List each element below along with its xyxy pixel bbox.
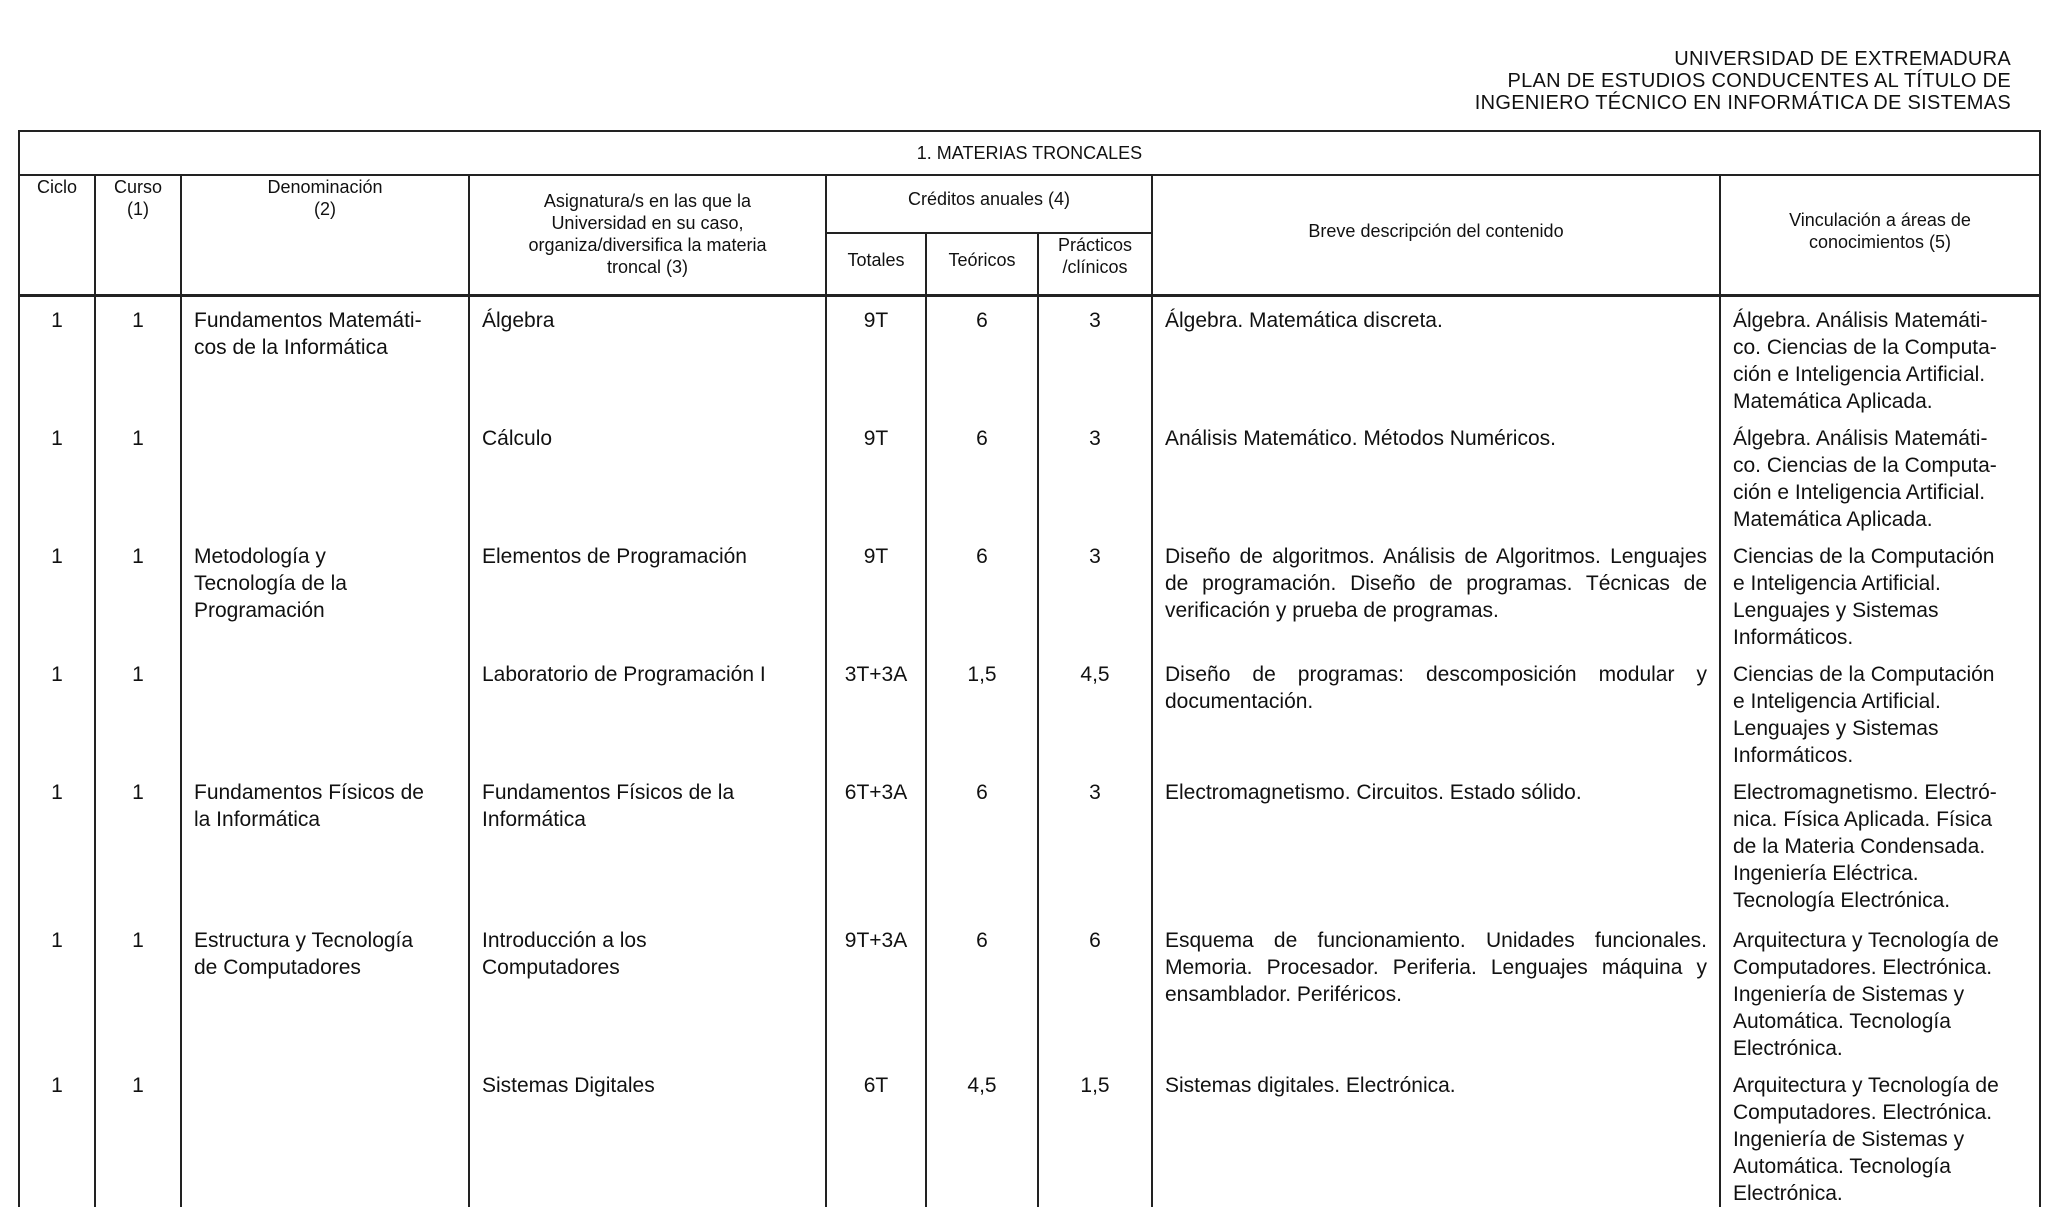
table-cell-vinculacion: Ciencias de la Computación e Inteligencia Artificial. Lenguajes y Sistemas Informáticos. bbox=[1720, 651, 2040, 769]
table-cell-descripcion: Álgebra. Matemática discreta. bbox=[1152, 296, 1720, 416]
table-cell-practicos: 3 bbox=[1038, 415, 1152, 533]
table-cell-practicos: 3 bbox=[1038, 296, 1152, 416]
table-cell-curso: 1 bbox=[95, 917, 181, 1062]
col-ciclo: Ciclo bbox=[19, 175, 95, 286]
table-cell-teoricos: 6 bbox=[926, 296, 1038, 416]
header-degree: INGENIERO TÉCNICO EN INFORMÁTICA DE SISTEMAS bbox=[1474, 92, 2011, 114]
table-cell-practicos: 3 bbox=[1038, 769, 1152, 917]
table-cell-totales: 6T+3A bbox=[826, 769, 926, 917]
table-cell-teoricos: 4,5 bbox=[926, 1062, 1038, 1207]
table-cell-teoricos: 6 bbox=[926, 917, 1038, 1062]
table-cell-descripcion: Diseño de programas: descomposición modular y documentación. bbox=[1152, 651, 1720, 769]
table-row bbox=[19, 769, 2040, 917]
col-descripcion: Breve descripción del contenido bbox=[1152, 175, 1720, 286]
table-cell-denominacion: Fundamentos Físicos de la Informática bbox=[181, 769, 469, 917]
col-creditos: Créditos anuales (4) bbox=[826, 175, 1152, 233]
table-cell-curso: 1 bbox=[95, 1062, 181, 1207]
table-cell-teoricos: 6 bbox=[926, 769, 1038, 917]
table-row bbox=[19, 533, 2040, 651]
table-cell-totales: 9T+3A bbox=[826, 917, 926, 1062]
table-cell-teoricos: 6 bbox=[926, 533, 1038, 651]
table-cell-asignatura: Sistemas Digitales bbox=[469, 1062, 826, 1207]
table-cell-totales: 9T bbox=[826, 533, 926, 651]
table-cell-asignatura: Elementos de Programación bbox=[469, 533, 826, 651]
table-cell-ciclo: 1 bbox=[19, 415, 95, 533]
table-cell-practicos: 1,5 bbox=[1038, 1062, 1152, 1207]
table-row bbox=[19, 1062, 2040, 1207]
table-cell-denominacion bbox=[181, 415, 469, 533]
table-cell-totales: 9T bbox=[826, 415, 926, 533]
table-cell-curso: 1 bbox=[95, 769, 181, 917]
col-asignatura: Asignatura/s en las que la Universidad en su caso, organiza/diversifica la materia troncal (3) bbox=[469, 175, 826, 286]
table-cell-ciclo: 1 bbox=[19, 917, 95, 1062]
table-cell-descripcion: Electromagnetismo. Circuitos. Estado sólido. bbox=[1152, 769, 1720, 917]
table-cell-practicos: 6 bbox=[1038, 917, 1152, 1062]
table-cell-denominacion: Estructura y Tecnología de Computadores bbox=[181, 917, 469, 1062]
table-cell-curso: 1 bbox=[95, 415, 181, 533]
table-cell-vinculacion: Arquitectura y Tecnología de Computadores. Electrónica. Ingeniería de Sistemas y Automática. Tecnología Electrónica. bbox=[1720, 917, 2040, 1062]
table-cell-vinculacion: Ciencias de la Computación e Inteligencia Artificial. Lenguajes y Sistemas Informáticos. bbox=[1720, 533, 2040, 651]
table-cell-ciclo: 1 bbox=[19, 651, 95, 769]
table-cell-denominacion bbox=[181, 1062, 469, 1207]
table-cell-vinculacion: Electromagnetismo. Electró- nica. Física Aplicada. Física de la Materia Condensada. Ingeniería Eléctrica. Tecnología Electrónica. bbox=[1720, 769, 2040, 917]
table-row bbox=[19, 296, 2040, 416]
table-cell-denominacion: Fundamentos Matemáti- cos de la Informática bbox=[181, 296, 469, 416]
col-teoricos: Teóricos bbox=[926, 233, 1038, 286]
table-cell-totales: 6T bbox=[826, 1062, 926, 1207]
header-university: UNIVERSIDAD DE EXTREMADURA bbox=[1674, 48, 2011, 70]
table-cell-ciclo: 1 bbox=[19, 296, 95, 416]
table-cell-ciclo: 1 bbox=[19, 533, 95, 651]
col-denominacion: Denominación (2) bbox=[181, 175, 469, 286]
materias-troncales-table bbox=[18, 130, 2041, 1207]
section-title: 1. MATERIAS TRONCALES bbox=[19, 131, 2040, 175]
table-cell-ciclo: 1 bbox=[19, 769, 95, 917]
table-cell-teoricos: 1,5 bbox=[926, 651, 1038, 769]
col-vinculacion: Vinculación a áreas de conocimientos (5) bbox=[1720, 175, 2040, 286]
table-row bbox=[19, 651, 2040, 769]
col-curso: Curso (1) bbox=[95, 175, 181, 286]
table-cell-vinculacion: Arquitectura y Tecnología de Computadores. Electrónica. Ingeniería de Sistemas y Automática. Tecnología Electrónica. bbox=[1720, 1062, 2040, 1207]
col-practicos: Prácticos /clínicos bbox=[1038, 233, 1152, 286]
table-row bbox=[19, 415, 2040, 533]
document-header bbox=[1475, 48, 2011, 114]
table-cell-teoricos: 6 bbox=[926, 415, 1038, 533]
table-cell-curso: 1 bbox=[95, 651, 181, 769]
table-cell-curso: 1 bbox=[95, 296, 181, 416]
table-cell-vinculacion: Álgebra. Análisis Matemáti- co. Ciencias de la Computa- ción e Inteligencia Artificial. Matemática Aplicada. bbox=[1720, 296, 2040, 416]
table-cell-descripcion: Análisis Matemático. Métodos Numéricos. bbox=[1152, 415, 1720, 533]
header-plan: PLAN DE ESTUDIOS CONDUCENTES AL TÍTULO DE bbox=[1507, 70, 2011, 92]
table-cell-descripcion: Sistemas digitales. Electrónica. bbox=[1152, 1062, 1720, 1207]
table-cell-vinculacion: Álgebra. Análisis Matemáti- co. Ciencias de la Computa- ción e Inteligencia Artificial. Matemática Aplicada. bbox=[1720, 415, 2040, 533]
table-cell-asignatura: Álgebra bbox=[469, 296, 826, 416]
table-cell-denominacion: Metodología y Tecnología de la Programación bbox=[181, 533, 469, 651]
table-cell-totales: 3T+3A bbox=[826, 651, 926, 769]
col-totales: Totales bbox=[826, 233, 926, 286]
table-cell-asignatura: Fundamentos Físicos de la Informática bbox=[469, 769, 826, 917]
table-cell-practicos: 3 bbox=[1038, 533, 1152, 651]
table-cell-descripcion: Diseño de algoritmos. Análisis de Algoritmos. Lenguajes de programación. Diseño de programas. Técnicas de verificación y prueba de programas. bbox=[1152, 533, 1720, 651]
table-cell-descripcion: Esquema de funcionamiento. Unidades funcionales. Memoria. Procesador. Periferia. Lenguajes máquina y ensamblador. Periféricos. bbox=[1152, 917, 1720, 1062]
table-cell-totales: 9T bbox=[826, 296, 926, 416]
table-cell-practicos: 4,5 bbox=[1038, 651, 1152, 769]
table-cell-denominacion bbox=[181, 651, 469, 769]
table-cell-ciclo: 1 bbox=[19, 1062, 95, 1207]
table-row bbox=[19, 917, 2040, 1062]
table-cell-curso: 1 bbox=[95, 533, 181, 651]
table-cell-asignatura: Cálculo bbox=[469, 415, 826, 533]
table-cell-asignatura: Introducción a los Computadores bbox=[469, 917, 826, 1062]
table-cell-asignatura: Laboratorio de Programación I bbox=[469, 651, 826, 769]
